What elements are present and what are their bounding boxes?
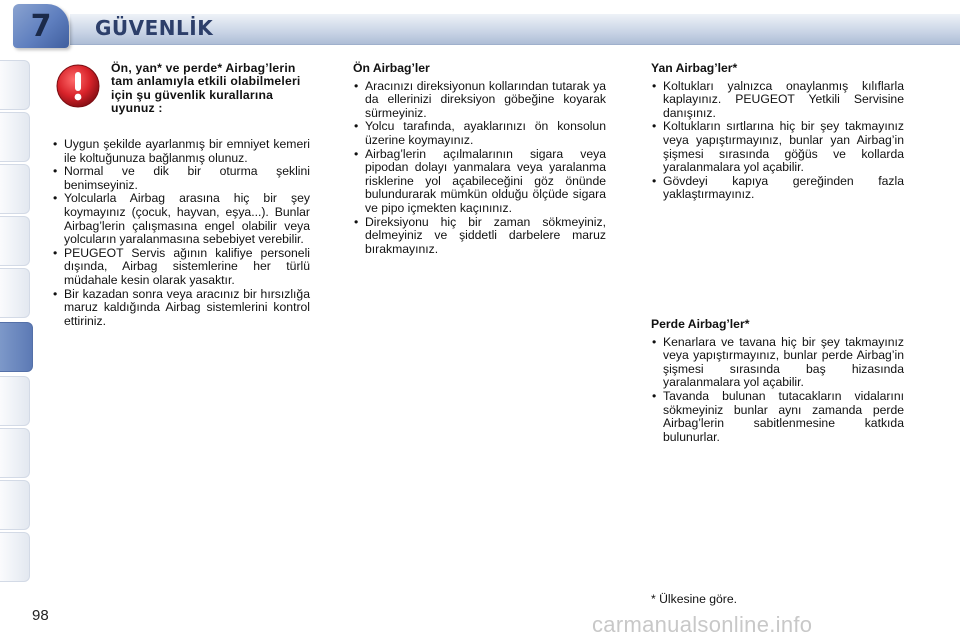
chapter-tab xyxy=(13,4,69,48)
side-airbag-section xyxy=(651,62,904,202)
list-item: • PEUGEOT Servis ağının kalifiye personeli dışında, Airbag sistemlerine her türlü müdahale kesin olarak yasaktır. xyxy=(52,247,310,288)
list-item: • Airbag’lerin açılmalarının sigara veya pipodan dolayı yanmalara veya yaralanma risklerine yol açabileceğini göz önünde bulundurarak mümkün olduğu ölçüde sigara ve pipo içmekten kaçınınız. xyxy=(353,148,606,216)
side-tab[interactable] xyxy=(0,60,30,110)
page-number: 98 xyxy=(32,607,49,624)
list-item: • Bir kazadan sonra veya aracınız bir hırsızlığa maruz kaldığında Airbag sistemlerini kontrol ettiriniz. xyxy=(52,288,310,329)
footnote: * Ülkesine göre. xyxy=(651,592,738,606)
side-tab[interactable] xyxy=(0,376,30,426)
list-item: • Uygun şekilde ayarlanmış bir emniyet kemeri ile koltuğunuza bağlanmış olunuz. xyxy=(52,138,310,165)
safety-rules-list xyxy=(52,138,310,328)
section-heading: Perde Airbag’ler* xyxy=(651,317,750,331)
side-tab[interactable] xyxy=(0,216,30,266)
list-item: • Koltukların sırtlarına hiç bir şey takmayınız veya yapıştırmayınız, bunlar yan Airbag’in şişmesi sırasında göğüs ve kollarda yaralanmalara yol açabilir. xyxy=(651,120,904,174)
list-item: • Normal ve dik bir oturma şeklini benimseyiniz. xyxy=(52,165,310,192)
chapter-title: GÜVENLİK xyxy=(95,16,214,40)
chapter-number: 7 xyxy=(30,9,52,44)
list-item: • Kenarlara ve tavana hiç bir şey takmayınız veya yapıştırmayınız, bunlar perde Airbag’in şişmesi sırasında baş hizasında yaralanmalara yol açabilir. xyxy=(651,336,904,390)
curtain-airbag-section xyxy=(651,318,904,444)
list-item: • Yolcu tarafında, ayaklarınızı ön konsolun üzerine koymayınız. xyxy=(353,120,606,147)
side-tab[interactable] xyxy=(0,428,30,478)
page-header xyxy=(0,0,960,52)
warning-icon xyxy=(55,63,101,109)
section-heading: Ön Airbag’ler xyxy=(353,61,430,75)
front-airbag-list xyxy=(353,80,606,257)
side-tab[interactable] xyxy=(0,268,30,318)
side-tab[interactable] xyxy=(0,532,30,582)
side-airbag-list xyxy=(651,80,904,202)
list-item: • Yolcularla Airbag arasına hiç bir şey koymayınız (çocuk, hayvan, eşya...). Bunlar Airbag’lerin çalışmasına engel olabilir veya yolcuların yaralanmasına sebebiyet verebilir. xyxy=(52,192,310,246)
list-item: • Direksiyonu hiç bir zaman sökmeyiniz, delmeyiniz ve şiddetli darbelere maruz bırakmayınız. xyxy=(353,216,606,257)
list-item: • Aracınızı direksiyonun kollarından tutarak ya da ellerinizi direksiyon göbeğine koyarak sürmeyiniz. xyxy=(353,80,606,121)
list-item: • Gövdeyi kapıya gereğinden fazla yaklaştırmayınız. xyxy=(651,175,904,202)
watermark: carmanualsonline.info xyxy=(592,612,813,637)
warning-intro: Ön, yan* ve perde* Airbag’lerin tam anlamıyla etkili olabilmeleri için şu güvenlik kurallarına uyunuz : xyxy=(111,61,301,116)
side-tab[interactable] xyxy=(0,112,30,162)
front-airbag-section xyxy=(353,62,606,256)
side-tab[interactable] xyxy=(0,164,30,214)
side-tab[interactable] xyxy=(0,480,30,530)
list-item: • Tavanda bulunan tutacakların vidalarını sökmeyiniz bunlar aynı zamanda perde Airbag’lerin sabitlenmesine katkıda bulunurlar. xyxy=(651,390,904,444)
list-item: • Koltukları yalnızca onaylanmış kılıflarla kaplayınız. PEUGEOT Yetkili Servisine danışınız. xyxy=(651,80,904,121)
curtain-airbag-list xyxy=(651,336,904,445)
safety-rules-column xyxy=(52,138,310,328)
side-tab-active[interactable] xyxy=(0,322,33,372)
chapter-side-tabs xyxy=(0,60,32,580)
section-heading: Yan Airbag’ler* xyxy=(651,61,738,75)
